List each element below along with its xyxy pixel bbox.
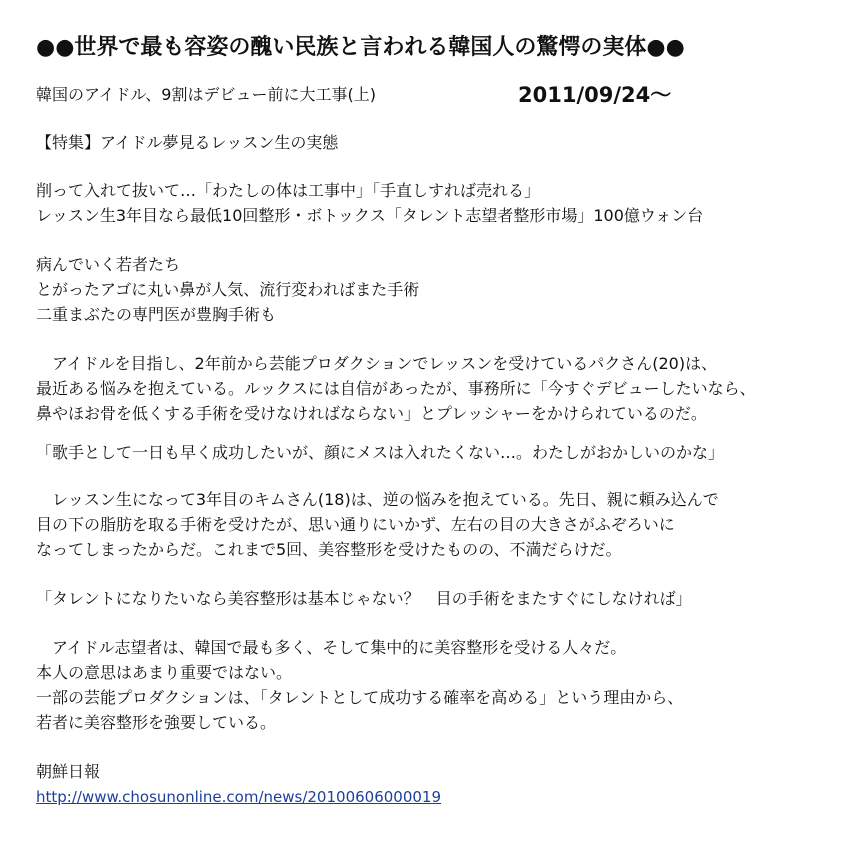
feature-heading: 【特集】アイドル夢見るレッスン生の実態 — [36, 133, 339, 152]
paragraph-1-line-1: アイドルを目指し、2年前から芸能プロダクションでレッスンを受けているパクさん(20)は、 — [36, 354, 718, 373]
article-subtitle: 韓国のアイドル、9割はデビュー前に大工事(上) — [36, 85, 376, 104]
paragraph-2-line-1: レッスン生になって3年目のキムさん(18)は、逆の悩みを抱えている。先日、親に頼み込んで — [36, 490, 719, 509]
paragraph-1-line-2: 最近ある悩みを抱えている。ルックスには自信があったが、事務所に「今すぐデビューしたいなら、 — [36, 379, 756, 398]
quote-1: 「歌手として一日も早く成功したいが、顔にメスは入れたくない…。わたしがおかしいのかな」 — [36, 443, 725, 462]
paragraph-3-line-3: 一部の芸能プロダクションは、「タレントとして成功する確率を高める」という理由から、 — [36, 688, 684, 707]
sub-line-3: 二重まぶたの専門医が豊胸手術も — [36, 305, 277, 324]
lead-line-1: 削って入れて抜いて…「わたしの体は工事中」「手直しすれば売れる」 — [36, 181, 541, 200]
source-link[interactable]: http://www.chosunonline.com/news/20100606000019 — [36, 788, 441, 806]
paragraph-2-line-3: なってしまったからだ。これまで5回、美容整形を受けたものの、不満だらけだ。 — [36, 540, 622, 559]
sub-line-2: とがったアゴに丸い鼻が人気、流行変わればまた手術 — [36, 280, 420, 299]
subtitle-row — [36, 82, 816, 108]
paragraph-3-line-2: 本人の意思はあまり重要ではない。 — [36, 663, 293, 682]
sub-line-1: 病んでいく若者たち — [36, 255, 181, 274]
paragraph-3-line-4: 若者に美容整形を強要している。 — [36, 713, 277, 732]
paragraph-3-line-1: アイドル志望者は、韓国で最も多く、そして集中的に美容整形を受ける人々だ。 — [36, 638, 627, 657]
lead-line-2: レッスン生3年目なら最低10回整形・ボトックス「タレント志望者整形市場」100億ウォン台 — [36, 206, 704, 225]
quote-2: 「タレントになりたいなら美容整形は基本じゃない？ 目の手術をまたすぐにしなければ」 — [36, 589, 692, 608]
article-date: 2011/09/24〜 — [518, 83, 672, 107]
paragraph-2-line-2: 目の下の脂肪を取る手術を受けたが、思い通りにいかず、左右の目の大きさがふぞろいに — [36, 515, 675, 534]
paragraph-1-line-3: 鼻やほお骨を低くする手術を受けなければならない」とプレッシャーをかけられているのだ。 — [36, 404, 707, 423]
article-headline: ●●世界で最も容姿の醜い民族と言われる韓国人の驚愕の実体●● — [36, 35, 685, 60]
source-name: 朝鮮日報 — [36, 762, 101, 781]
